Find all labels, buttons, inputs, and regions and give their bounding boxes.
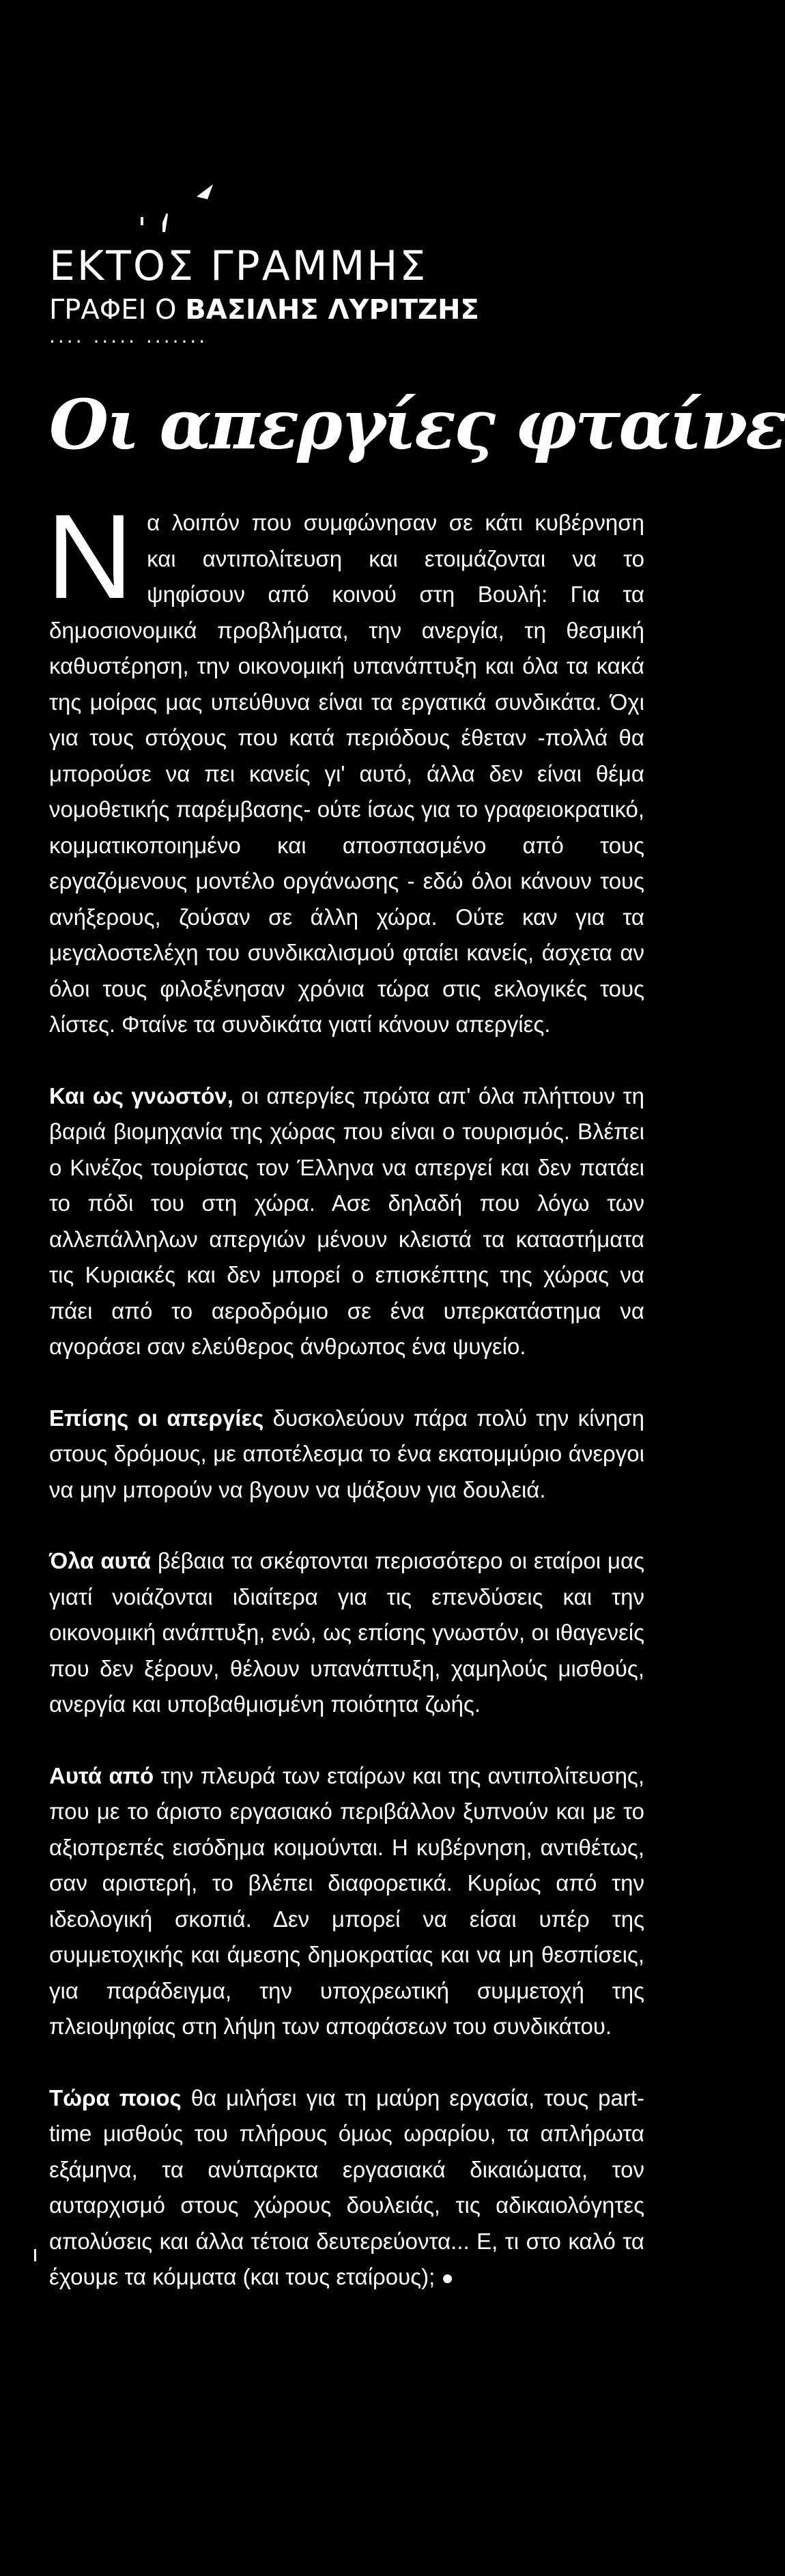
paragraph-6 bbox=[49, 2080, 644, 2297]
margin-mark bbox=[34, 2249, 36, 2261]
paragraph-5 bbox=[49, 1758, 644, 2045]
byline bbox=[49, 292, 479, 328]
paragraph-4-text: βέβαια τα σκέφτονται περισσότερο οι εταίροι μας γιατί νοιάζονται ιδιαίτερα για τις επενδύσεις και την οικονομική ανάπτυξη, ενώ, ως επίσης γνωστόν, οι ιθαγενείς που δεν ξέρουν, θέλουν υπανάπτυξη, χαμηλούς μισθούς, ανεργία και υποβαθμισμένη ποιότητα ζωής. bbox=[49, 1548, 644, 1717]
author-name: ΒΑΣΙΛΗΣ ΛΥΡΙΤΖΗΣ bbox=[185, 294, 479, 326]
paragraph-2-text: οι απεργίες πρώτα απ' όλα πλήττουν τη βαριά βιομηχανία της χώρας που είναι ο τουρισμός. Βλέπει ο Κινέζος τουρίστας τον Έλληνα να απεργεί και δεν πατάει το πόδι του στη χώρα. Ασε δηλαδή που λόγω των αλλεπάλληλων απεργιών μένουν κλειστά τα καταστήματα τις Κυριακές και δεν μπορεί ο επισκέπτης της χώρας να πάει από το αεροδρόμιο σε ένα υπερκατάστημα να αγοράσει σαν ελεύθερος άνθρωπος ένα ψυγείο. bbox=[49, 1083, 645, 1359]
section-title: ΕΚΤΟΣ ΓΡΑΜΜΗΣ bbox=[49, 242, 428, 290]
paragraph-5-text: την πλευρά των εταίρων και της αντιπολίτευσης, που με το άριστο εργασιακό περιβάλλον ξυπνούν και με το αξιοπρεπές εισόδημα κοιμούνται. Η κυβέρνηση, αντιθέτως, σαν αριστερή, το βλέπει διαφορετικά. Κυρίως από την ιδεολογική σκοπιά. Δεν μπορεί να είσαι υπέρ της συμμετοχικής και άμεσης δημοκρατίας και να μη θεσπίσεις, για παράδειγμα, την υποχρεωτική συμμετοχή της πλειοψηφίας στη λήψη των αποφάσεων του συνδικάτου. bbox=[49, 1762, 645, 2039]
drop-cap: Ν bbox=[46, 490, 134, 624]
paragraph-4 bbox=[49, 1543, 644, 1723]
article-body bbox=[46, 490, 645, 2332]
paragraph-3-lead: Επίσης οι απεργίες bbox=[49, 1405, 264, 1431]
paragraph-3-text: δυσκολεύουν πάρα πολύ την κίνηση στους δρόμους, με αποτέλεσμα το ένα εκατομμύριο άνεργοι να μην μπορούν να βγουν να ψάξουν για δουλειά. bbox=[49, 1405, 644, 1502]
paragraph-6-text: θα μιλήσει για τη μαύρη εργασία, τους part-time μισθούς του πλήρους όμως ωραρίου, τα απλήρωτα εξάμηνα, τα ανύπαρκτα εργασιακά δικαιώματα, τον αυταρχισμό στους χώρους δουλειάς, τις αδικαιολόγητες απολύσεις και άλλα τέτοια δευτερεύοντα... Ε, τι στο καλό τα έχουμε τα κόμματα (και τους εταίρους); bbox=[49, 2085, 644, 2289]
end-mark-icon: ● bbox=[441, 2267, 454, 2289]
decorative-marks bbox=[123, 164, 232, 239]
paragraph-4-lead: Όλα αυτά bbox=[49, 1548, 151, 1573]
byline-prefix: ΓΡΑΦΕΙ Ο bbox=[49, 294, 177, 326]
dotted-separator: .... ..... ....... bbox=[49, 325, 208, 347]
paragraph-5-lead: Αυτά από bbox=[49, 1762, 154, 1788]
paragraph-2 bbox=[49, 1078, 644, 1365]
paragraph-1-text: α λοιπόν που συμφώνησαν σε κάτι κυβέρνηση και αντιπολίτευση και ετοιμάζονται να το ψηφίσουν από κοινού στη Βουλή: Για τα δημοσιονομικά προβλήματα, την ανεργία, τη θεσμική καθυστέρηση, την οικονομική υπανάπτυξη και όλα τα κακά της μοίρας μας υπεύθυνα είναι τα εργατικά συνδικάτα. Όχι για τους στόχους που κατά περιόδους έθεταν -πολλά θα μπορούσε να πει κανείς γι' αυτό, άλλα δεν είναι θέμα νομοθετικής παρέμβασης- ούτε ίσως για το γραφειοκρατικό, κομματικοποιημένο και αποσπασμένο από τους εργαζόμενους μοντέλο οργάνωσης - εδώ όλοι κάνουν τους ανήξερους, ζούσαν σε άλλη χώρα. Ούτε καν για τα μεγαλοστελέχη του συνδικαλισμού φταίει κανείς, άσχετα αν όλοι τους φιλοξένησαν χρόνια τώρα στις εκλογικές τους λίστες. Φταίνε τα συνδικάτα γιατί κάνουν απεργίες. bbox=[49, 510, 644, 1037]
paragraph-3 bbox=[49, 1401, 644, 1508]
paragraph-1 bbox=[46, 490, 644, 1043]
paragraph-6-lead: Τώρα ποιος bbox=[49, 2085, 182, 2110]
paragraph-2-lead: Και ως γνωστόν, bbox=[49, 1083, 233, 1108]
article-headline: Οι απεργίες φταίνε bbox=[49, 384, 785, 465]
